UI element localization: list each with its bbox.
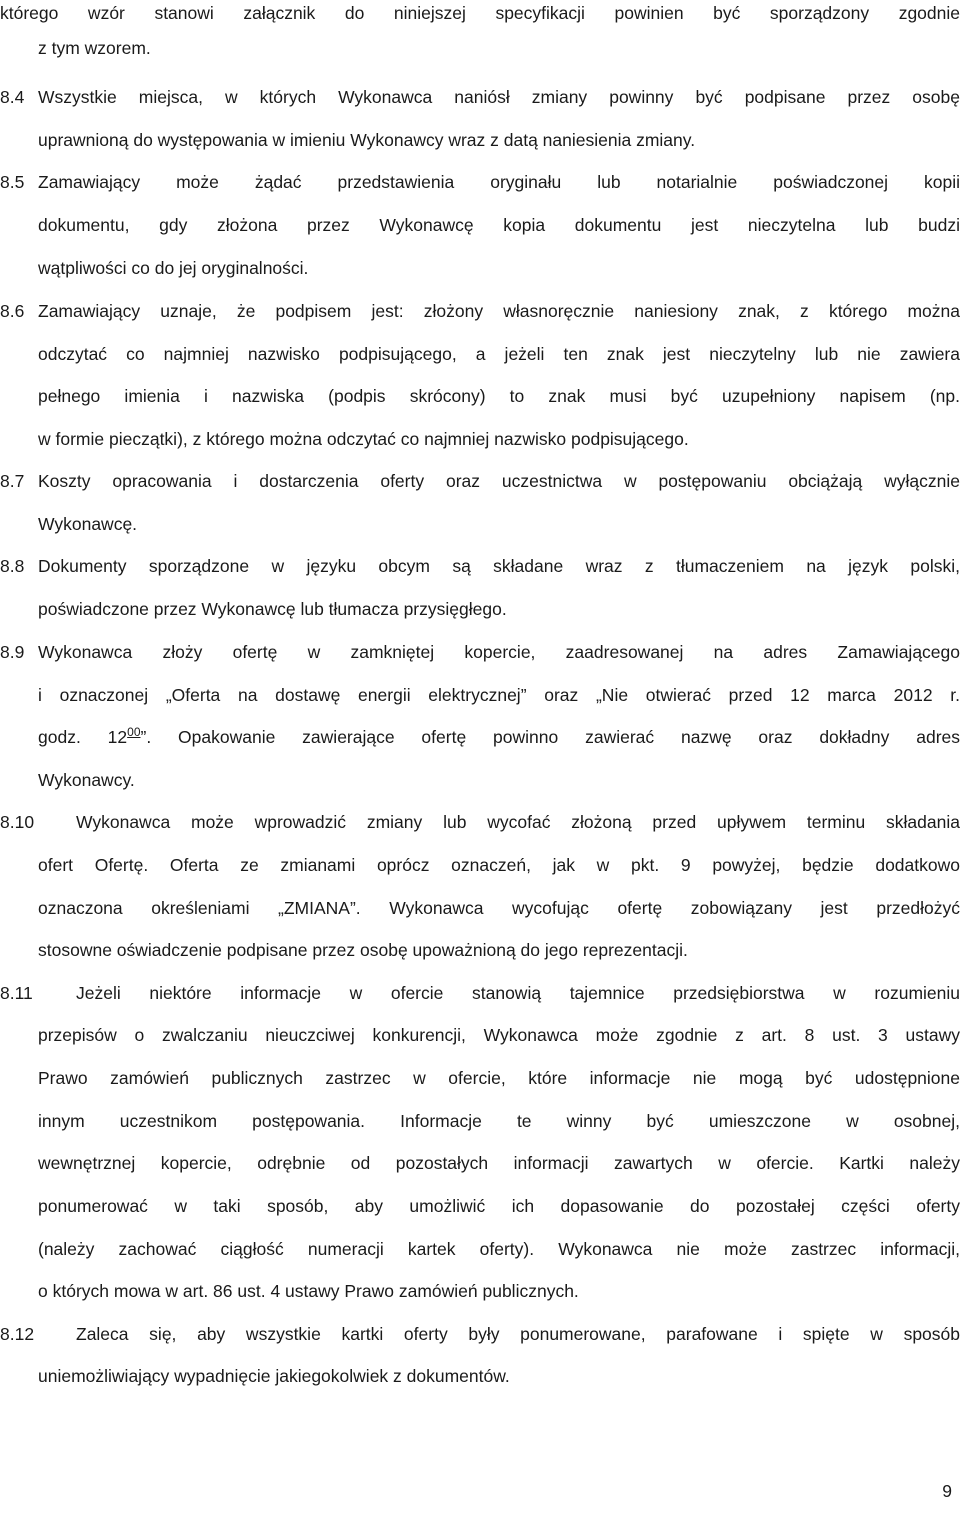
text-line: ofert Ofertę. Oferta ze zmianami oprócz oznaczeń, jak w pkt. 9 powyżej, będzie dodatkowo xyxy=(38,855,960,875)
paragraph-8-9 xyxy=(0,639,960,665)
text-line: uprawnioną do występowania w imieniu Wykonawcy wraz z datą naniesienia zmiany. xyxy=(38,130,696,150)
text-line: wątpliwości co do jej oryginalności. xyxy=(38,258,309,278)
paragraph-number: 8.5 xyxy=(0,172,25,192)
text-line: z tym wzorem. xyxy=(38,38,151,58)
paragraph-8-10 xyxy=(0,809,960,835)
text-line: Jeżeli niektóre informacje w ofercie stanowią tajemnice przedsiębiorstwa w rozumieniu xyxy=(76,983,960,1003)
text-line: dokumentu, gdy złożona przez Wykonawcę kopia dokumentu jest nieczytelna lub budzi xyxy=(38,215,960,235)
text-line: Wykonawcę. xyxy=(38,514,138,534)
text-line: (należy zachować ciągłość numeracji kartek oferty). Wykonawca nie może zastrzec informacji, xyxy=(38,1239,960,1259)
text-line: Wykonawca może wprowadzić zmiany lub wycofać złożoną przed upływem terminu składania xyxy=(76,812,960,832)
paragraph-8-11 xyxy=(0,980,960,1006)
text-line: odczytać co najmniej nazwisko podpisującego, a jeżeli ten znak jest nieczytelny lub nie zawiera xyxy=(38,344,960,364)
paragraph-8-7 xyxy=(0,468,960,494)
paragraph-8-8 xyxy=(0,553,960,579)
text-line: oznaczona określeniami „ZMIANA”. Wykonawca wycofując ofertę zobowiązany jest przedłożyć xyxy=(38,898,960,918)
page-number: 9 xyxy=(942,1481,952,1501)
text-line: innym uczestnikom postępowania. Informacje te winny być umieszczone w osobnej, xyxy=(38,1111,960,1131)
text-line: przepisów o zwalczaniu nieuczciwej konkurencji, Wykonawca może zgodnie z art. 8 ust. 3 ustawy xyxy=(38,1025,960,1045)
text-line: wewnętrznej kopercie, odrębnie od pozostałych informacji zawartych w ofercie. Kartki należy xyxy=(38,1153,960,1173)
text-line: ponumerować w taki sposób, aby umożliwić ich dopasowanie do pozostałej części oferty xyxy=(38,1196,960,1216)
paragraph-number: 8.10 xyxy=(0,812,35,832)
text-line: pełnego imienia i nazwiska (podpis skrócony) to znak musi być uzupełniony napisem (np. xyxy=(38,386,960,406)
paragraph-number: 8.9 xyxy=(0,642,25,662)
text-line: Dokumenty sporządzone w języku obcym są składane wraz z tłumaczeniem na język polski, xyxy=(38,556,960,576)
text-line: Wszystkie miejsca, w których Wykonawca naniósł zmiany powinny być podpisane przez osobę xyxy=(38,87,960,107)
text-fragment: ”. Opakowanie zawierające ofertę powinno zawierać nazwę oraz dokładny adres xyxy=(140,727,960,747)
paragraph-8-12 xyxy=(0,1321,960,1347)
paragraph-8-6 xyxy=(0,298,960,324)
text-line: Koszty opracowania i dostarczenia oferty oraz uczestnictwa w postępowaniu obciążają wyłącznie xyxy=(38,471,960,491)
paragraph-number: 8.7 xyxy=(0,471,25,491)
text-line: Wykonawcy. xyxy=(38,770,135,790)
text-line: Zamawiający uznaje, że podpisem jest: złożony własnoręcznie naniesiony znak, z którego można xyxy=(38,301,960,321)
paragraph-number: 8.8 xyxy=(0,556,25,576)
paragraph-number: 8.11 xyxy=(0,983,33,1003)
paragraph-8-5 xyxy=(0,169,960,195)
paragraph-8-4 xyxy=(0,84,960,110)
paragraph-number: 8.6 xyxy=(0,301,25,321)
text-line: i oznaczonej „Oferta na dostawę energii elektrycznej” oraz „Nie otwierać przed 12 marca 2012 r. xyxy=(38,685,960,705)
time-text: godz. 12 xyxy=(38,727,128,747)
text-line xyxy=(38,724,960,750)
text-line: Zamawiający może żądać przedstawienia oryginału lub notarialnie poświadczonej kopii xyxy=(38,172,960,192)
text-line: Wykonawca złoży ofertę w zamkniętej kopercie, zaadresowanej na adres Zamawiającego xyxy=(38,642,960,662)
text-line: o których mowa w art. 86 ust. 4 ustawy Prawo zamówień publicznych. xyxy=(38,1281,579,1301)
paragraph-number: 8.12 xyxy=(0,1324,35,1344)
text-line: którego wzór stanowi załącznik do niniejszej specyfikacji powinien być sporządzony zgodnie xyxy=(0,3,960,23)
text-line: stosowne oświadczenie podpisane przez osobę upoważnioną do jego reprezentacji. xyxy=(38,940,688,960)
text-line: Prawo zamówień publicznych zastrzec w ofercie, które informacje nie mogą być udostępnione xyxy=(38,1068,960,1088)
text-line: w formie pieczątki), z którego można odczytać co najmniej nazwisko podpisującego. xyxy=(38,429,689,449)
text-line: Zaleca się, aby wszystkie kartki oferty były ponumerowane, parafowane i spięte w sposób xyxy=(76,1324,960,1344)
paragraph-number: 8.4 xyxy=(0,87,25,107)
text-line: uniemożliwiający wypadnięcie jakiegokolwiek z dokumentów. xyxy=(38,1366,510,1386)
time-superscript: 00 xyxy=(127,725,141,739)
text-line: poświadczone przez Wykonawcę lub tłumacza przysięgłego. xyxy=(38,599,507,619)
